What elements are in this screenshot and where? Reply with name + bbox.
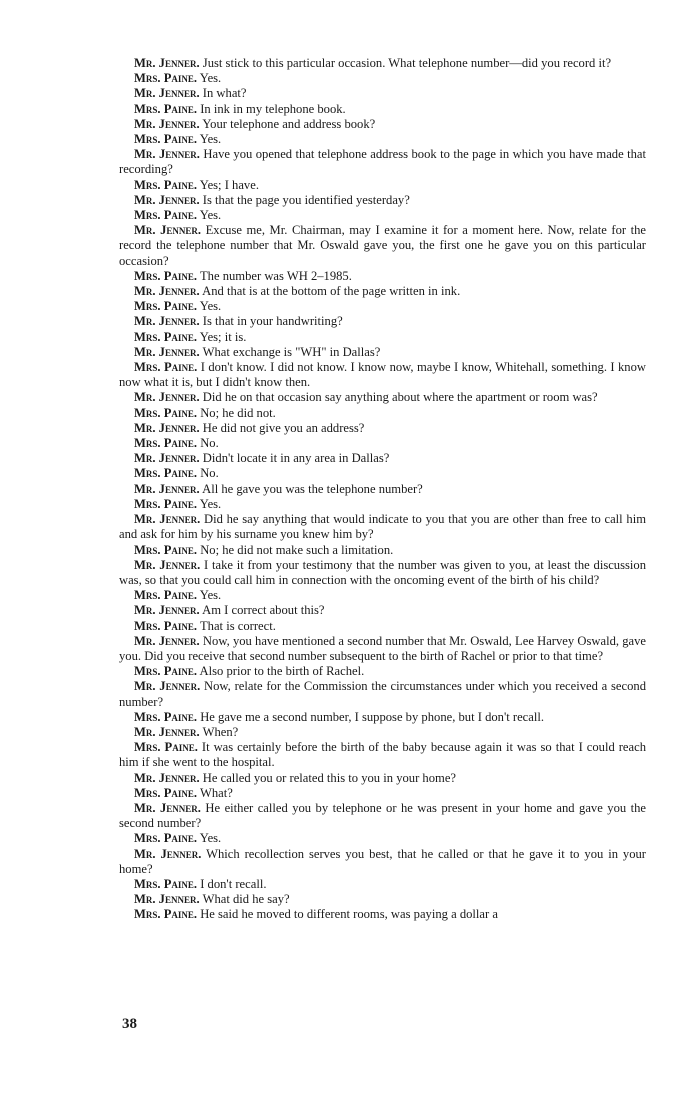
testimony-paragraph bbox=[119, 451, 646, 466]
speech-text: He gave me a second number, I suppose by phone, but I don't recall. bbox=[200, 709, 544, 724]
speaker-name: Mr. Jenner. bbox=[134, 633, 200, 648]
speech-text: Your telephone and address book? bbox=[202, 116, 376, 131]
speaker-name: Mrs. Paine. bbox=[134, 876, 198, 891]
speech-text: Just stick to this particular occasion. What telephone number—did you record it? bbox=[202, 56, 612, 70]
speech-text: Is that in your handwriting? bbox=[202, 314, 343, 329]
speaker-name: Mrs. Paine. bbox=[134, 664, 198, 679]
speech-text: No; he did not make such a limitation. bbox=[200, 542, 394, 557]
testimony-paragraph bbox=[119, 56, 646, 71]
testimony-paragraph bbox=[119, 603, 646, 618]
testimony-paragraph bbox=[119, 710, 646, 725]
speech-text: What? bbox=[199, 785, 233, 800]
testimony-paragraph bbox=[119, 132, 646, 147]
speaker-name: Mrs. Paine. bbox=[134, 268, 198, 283]
speaker-name: Mrs. Paine. bbox=[134, 709, 198, 724]
speaker-name: Mr. Jenner. bbox=[134, 846, 202, 861]
speech-text: I don't know. I did not know. I know now, maybe I know, Whitehall, something. I know now what it is, but I didn't know then. bbox=[119, 360, 646, 390]
testimony-paragraph bbox=[119, 847, 646, 877]
speech-text: Also prior to the birth of Rachel. bbox=[199, 664, 365, 679]
speaker-name: Mr. Jenner. bbox=[134, 724, 200, 739]
speaker-name: Mrs. Paine. bbox=[134, 785, 198, 800]
testimony-paragraph bbox=[119, 360, 646, 390]
testimony-paragraph bbox=[119, 740, 646, 770]
speech-text: It was certainly before the birth of the baby because again it was so that I could reach him if she went to the hospital. bbox=[119, 740, 646, 770]
testimony-paragraph bbox=[119, 679, 646, 709]
testimony-paragraph bbox=[119, 558, 646, 588]
speech-text: Yes. bbox=[199, 831, 222, 846]
speaker-name: Mr. Jenner. bbox=[134, 56, 200, 70]
testimony-paragraph bbox=[119, 877, 646, 892]
testimony-paragraph bbox=[119, 147, 646, 177]
testimony-paragraph bbox=[119, 619, 646, 634]
speech-text: Did he say anything that would indicate to you that you are other than free to call him and ask for him by his surname you knew him by? bbox=[119, 512, 646, 542]
speech-text: The number was WH 2–1985. bbox=[199, 268, 352, 283]
speech-text: Yes. bbox=[199, 588, 222, 603]
speaker-name: Mrs. Paine. bbox=[134, 907, 198, 922]
testimony-paragraph bbox=[119, 117, 646, 132]
speaker-name: Mr. Jenner. bbox=[134, 679, 201, 694]
testimony-paragraph bbox=[119, 390, 646, 405]
speech-text: All he gave you was the telephone number? bbox=[202, 481, 423, 496]
speech-text: No. bbox=[200, 466, 219, 481]
testimony-paragraph bbox=[119, 269, 646, 284]
testimony-paragraph bbox=[119, 178, 646, 193]
testimony-paragraph bbox=[119, 831, 646, 846]
speech-text: What did he say? bbox=[202, 892, 290, 907]
speaker-name: Mr. Jenner. bbox=[134, 147, 200, 162]
testimony-paragraph bbox=[119, 421, 646, 436]
speaker-name: Mrs. Paine. bbox=[134, 831, 198, 846]
speaker-name: Mr. Jenner. bbox=[134, 892, 200, 907]
speaker-name: Mrs. Paine. bbox=[134, 299, 198, 314]
speaker-name: Mrs. Paine. bbox=[134, 132, 198, 147]
speaker-name: Mr. Jenner. bbox=[134, 512, 201, 527]
speech-text: No. bbox=[200, 436, 219, 451]
speaker-name: Mr. Jenner. bbox=[134, 481, 200, 496]
testimony-paragraph bbox=[119, 466, 646, 481]
speaker-name: Mr. Jenner. bbox=[134, 86, 200, 101]
speaker-name: Mr. Jenner. bbox=[134, 800, 201, 815]
speech-text: In what? bbox=[202, 86, 247, 101]
speaker-name: Mrs. Paine. bbox=[134, 208, 198, 223]
testimony-text bbox=[119, 56, 646, 923]
speech-text: I don't recall. bbox=[200, 876, 267, 891]
testimony-paragraph bbox=[119, 588, 646, 603]
speaker-name: Mr. Jenner. bbox=[134, 344, 200, 359]
testimony-paragraph bbox=[119, 771, 646, 786]
speech-text: What exchange is "WH" in Dallas? bbox=[202, 344, 381, 359]
speech-text: I take it from your testimony that the number was given to you, at least the discussion was, so that you could call him in connection with the oncoming event of the birth of his child? bbox=[119, 557, 646, 587]
testimony-paragraph bbox=[119, 208, 646, 223]
speaker-name: Mrs. Paine. bbox=[134, 360, 198, 375]
speaker-name: Mr. Jenner. bbox=[134, 770, 200, 785]
speech-text: He called you or related this to you in your home? bbox=[202, 770, 457, 785]
speech-text: Yes; it is. bbox=[199, 329, 247, 344]
speaker-name: Mr. Jenner. bbox=[134, 223, 202, 238]
speech-text: Yes. bbox=[199, 299, 222, 314]
speech-text: Now, relate for the Commission the circumstances under which you received a second number? bbox=[119, 679, 646, 709]
speech-text: Didn't locate it in any area in Dallas? bbox=[202, 451, 390, 466]
testimony-paragraph bbox=[119, 725, 646, 740]
speech-text: In ink in my telephone book. bbox=[200, 101, 346, 116]
speaker-name: Mrs. Paine. bbox=[134, 71, 198, 86]
speech-text: Yes. bbox=[199, 132, 222, 147]
testimony-paragraph bbox=[119, 801, 646, 831]
testimony-paragraph bbox=[119, 71, 646, 86]
testimony-paragraph bbox=[119, 634, 646, 664]
speaker-name: Mr. Jenner. bbox=[134, 451, 200, 466]
testimony-paragraph bbox=[119, 892, 646, 907]
speaker-name: Mr. Jenner. bbox=[134, 557, 201, 572]
speaker-name: Mr. Jenner. bbox=[134, 314, 200, 329]
speaker-name: Mrs. Paine. bbox=[134, 177, 198, 192]
testimony-paragraph bbox=[119, 345, 646, 360]
speaker-name: Mr. Jenner. bbox=[134, 390, 200, 405]
testimony-paragraph bbox=[119, 193, 646, 208]
speech-text: Am I correct about this? bbox=[202, 603, 325, 618]
page-number: 38 bbox=[122, 1016, 137, 1032]
speaker-name: Mr. Jenner. bbox=[134, 420, 200, 435]
speaker-name: Mrs. Paine. bbox=[134, 496, 198, 511]
speech-text: Did he on that occasion say anything about where the apartment or room was? bbox=[202, 390, 598, 405]
testimony-paragraph bbox=[119, 330, 646, 345]
speech-text: He did not give you an address? bbox=[202, 420, 365, 435]
speech-text: Yes. bbox=[199, 71, 222, 86]
testimony-paragraph bbox=[119, 102, 646, 117]
testimony-paragraph bbox=[119, 299, 646, 314]
speaker-name: Mrs. Paine. bbox=[134, 466, 198, 481]
speaker-name: Mr. Jenner. bbox=[134, 192, 200, 207]
speech-text: Now, you have mentioned a second number that Mr. Oswald, Lee Harvey Oswald, gave you. Did you receive that second number subsequent to the birth of Rachel or prior to that time? bbox=[119, 633, 646, 663]
speaker-name: Mrs. Paine. bbox=[134, 329, 198, 344]
speech-text: Yes. bbox=[199, 496, 222, 511]
testimony-paragraph bbox=[119, 284, 646, 299]
speaker-name: Mr. Jenner. bbox=[134, 116, 200, 131]
speech-text: And that is at the bottom of the page written in ink. bbox=[202, 284, 461, 299]
testimony-paragraph bbox=[119, 406, 646, 421]
speech-text: That is correct. bbox=[199, 618, 276, 633]
speaker-name: Mr. Jenner. bbox=[134, 284, 200, 299]
testimony-paragraph bbox=[119, 907, 646, 922]
speech-text: No; he did not. bbox=[200, 405, 276, 420]
testimony-paragraph bbox=[119, 436, 646, 451]
testimony-paragraph bbox=[119, 497, 646, 512]
speaker-name: Mrs. Paine. bbox=[134, 405, 198, 420]
testimony-paragraph bbox=[119, 86, 646, 101]
speaker-name: Mrs. Paine. bbox=[134, 588, 198, 603]
speech-text: He said he moved to different rooms, was paying a dollar a bbox=[200, 907, 498, 922]
speech-text: Excuse me, Mr. Chairman, may I examine it for a moment here. Now, relate for the record the telephone number that Mr. Oswald gave you, the first one he gave you on this particular occasion? bbox=[119, 223, 646, 268]
speech-text: When? bbox=[202, 724, 239, 739]
speech-text: Have you opened that telephone address book to the page in which you have made that recording? bbox=[119, 147, 647, 177]
testimony-paragraph bbox=[119, 786, 646, 801]
speaker-name: Mrs. Paine. bbox=[134, 618, 198, 633]
testimony-paragraph bbox=[119, 512, 646, 542]
speech-text: He either called you by telephone or he was present in your home and gave you the second number? bbox=[119, 800, 647, 831]
speech-text: Yes; I have. bbox=[199, 177, 259, 192]
speaker-name: Mrs. Paine. bbox=[134, 436, 198, 451]
testimony-paragraph bbox=[119, 664, 646, 679]
testimony-paragraph bbox=[119, 223, 646, 269]
speaker-name: Mrs. Paine. bbox=[134, 101, 198, 116]
speaker-name: Mr. Jenner. bbox=[134, 603, 200, 618]
speaker-name: Mrs. Paine. bbox=[134, 740, 198, 755]
testimony-paragraph bbox=[119, 543, 646, 558]
speech-text: Is that the page you identified yesterday? bbox=[202, 192, 410, 207]
speaker-name: Mrs. Paine. bbox=[134, 542, 198, 557]
speech-text: Yes. bbox=[199, 208, 222, 223]
speech-text: Which recollection serves you best, that he called or that he gave it to you in your home? bbox=[119, 846, 647, 876]
testimony-paragraph bbox=[119, 314, 646, 329]
testimony-paragraph bbox=[119, 482, 646, 497]
